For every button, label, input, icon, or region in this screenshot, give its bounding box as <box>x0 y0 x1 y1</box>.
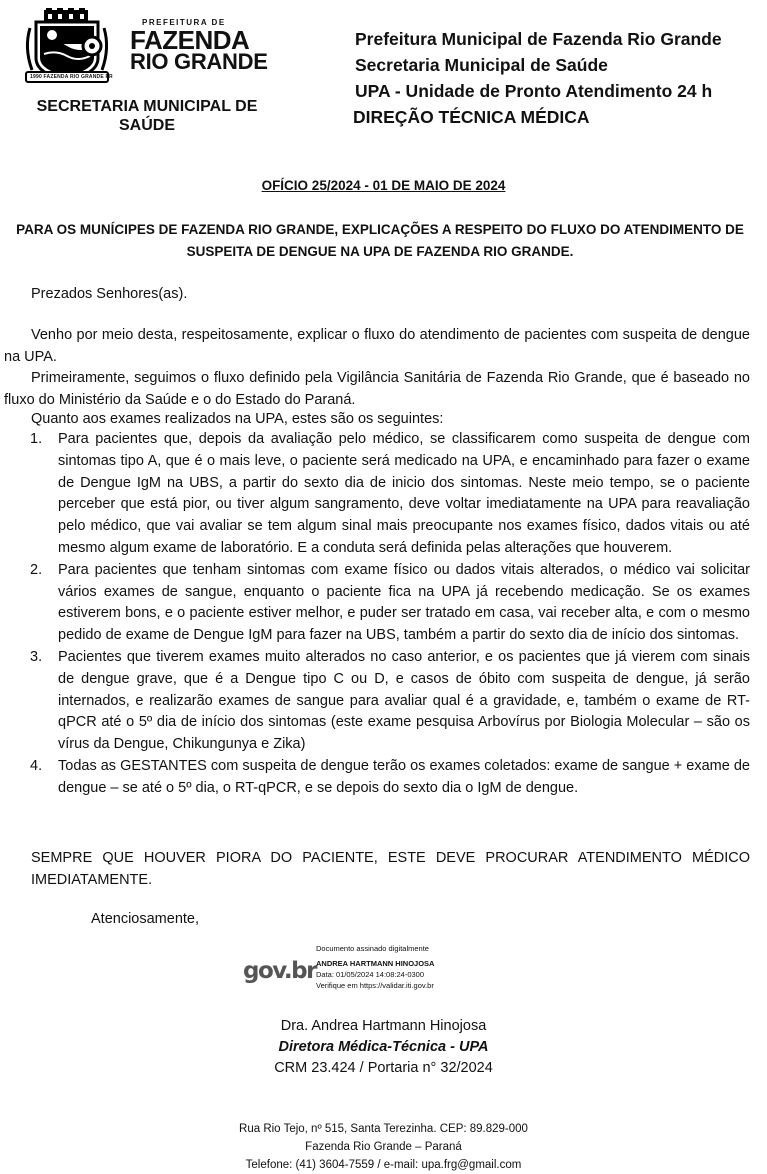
oficio-title: OFÍCIO 25/2024 - 01 DE MAIO DE 2024 <box>261 178 506 193</box>
list-item <box>0 560 750 647</box>
list-item-number: 1. <box>30 431 43 447</box>
seal-state: PR <box>105 74 113 80</box>
list-item <box>0 647 750 756</box>
logo-city-line2: RIO GRANDE <box>130 49 268 74</box>
header-line-upa: UPA - Unidade de Pronto Atendimento 24 h <box>355 81 713 101</box>
closing-notice: SEMPRE QUE HOUVER PIORA DO PACIENTE, ESTE DEVE PROCURAR ATENDIMENTO MÉDICO IMEDIATAMENTE. <box>31 850 750 888</box>
paragraph-fluxo: Primeiramente, seguimos o fluxo definido pela Vigilância Sanitária de Fazenda Rio Grande, que é baseado no fluxo do Ministério da Saúde e o do Estado do Paraná. <box>4 370 750 408</box>
list-item-number: 2. <box>30 561 43 578</box>
logo-city-line1: FAZENDA <box>130 25 250 55</box>
signature-verify-link[interactable]: Verifique em https://validar.iti.gov.br <box>316 981 434 990</box>
list-item <box>0 429 750 560</box>
list-item-number: 3. <box>30 648 43 665</box>
sign-off: Atenciosamente, <box>91 911 200 927</box>
greeting: Prezados Senhores(as). <box>31 286 188 302</box>
header-line-prefeitura: Prefeitura Municipal de Fazenda Rio Grande <box>355 29 722 49</box>
signature-label: Documento assinado digitalmente <box>316 944 429 953</box>
list-item-text: Todas as GESTANTES com suspeita de dengue terão os exames coletados: exame de sangue + exame de dengue – se até o 5º dia, o RT-qPCR, e se depois do sexto dia o IgM de dengue. <box>58 757 750 796</box>
govbr-logo <box>243 955 316 987</box>
letterhead <box>355 26 765 130</box>
list-item-number: 4. <box>30 757 43 774</box>
logo-prefeitura: PREFEITURA DE <box>142 18 226 27</box>
digital-signature-meta <box>316 943 434 991</box>
signature-signer-name: ANDREA HARTMANN HINOJOSA <box>316 959 435 968</box>
header-line-direcao: DIREÇÃO TÉCNICA MÉDICA <box>353 107 590 127</box>
signature-date: Data: 01/05/2024 14:08:24-0300 <box>316 970 425 979</box>
footer-city: Fazenda Rio Grande – Paraná <box>305 1141 462 1153</box>
signer-name: Dra. Andrea Hartmann Hinojosa <box>280 1018 487 1034</box>
paragraph-exames: Quanto aos exames realizados na UPA, estes são os seguintes: <box>31 411 444 427</box>
footer-address: Rua Rio Tejo, nº 515, Santa Terezinha. CEP: 89.829-000 <box>239 1123 528 1135</box>
seal-year: 1990 <box>30 74 42 80</box>
seal-name: FAZENDA RIO GRANDE <box>43 74 104 80</box>
footer-contact: Telefone: (41) 3604-7559 / e-mail: upa.frg@gmail.com <box>245 1159 522 1171</box>
exam-list <box>0 429 750 800</box>
list-item-text: Para pacientes que, depois da avaliação pelo médico, se classificarem como suspeita de dengue com sintomas tipo A, que é o mais leve, o paciente será medicado na UPA, e encaminhado para fazer o exame de Dengue IgM na UBS, a partir do sexto dia de inicio dos sintomas. Neste meio tempo, se o paciente perceber que está pior, ou tiver algum sangramento, deve voltar imediatamente na UPA para reavaliação pelo médico, que vai avaliar se tem algum sinal mais preocupante nos exames físico, dados vitais ou até mesmo algum exame de laboratório. E a conduta será definida pelas alterações que houverem. <box>58 431 750 556</box>
municipal-logo <box>22 8 267 88</box>
secretaria-label: SECRETARIA MUNICIPAL DE SAÚDE <box>36 98 258 134</box>
footer <box>0 1120 767 1174</box>
signer-block <box>0 1016 767 1079</box>
header-line-secretaria: Secretaria Municipal de Saúde <box>355 55 608 75</box>
paragraph-intro: Venho por meio desta, respeitosamente, explicar o fluxo do atendimento de pacientes com suspeita de dengue na UPA. <box>4 327 750 365</box>
signer-registration: CRM 23.424 / Portaria n° 32/2024 <box>274 1060 493 1076</box>
subject-heading: PARA OS MUNÍCIPES DE FAZENDA RIO GRANDE, EXPLICAÇÕES A RESPEITO DO FLUXO DO ATENDIMENTO DE SUSPEITA DE DENGUE NA UPA DE FAZENDA RIO GRANDE. <box>16 222 744 259</box>
list-item-text: Pacientes que tiverem exames muito alterados no caso anterior, e os pacientes que já vierem com sinais de dengue grave, que é a Dengue tipo C ou D, e casos de óbito com suspeita de dengue, já serão internados, e realizarão exames de sangue para avaliar qual é a gravidade, e, também o exame de RT-qPCR até o 5º dia de início dos sintomas (este exame pesquisa Arbovírus por Biologia Molecular – são os vírus da Dengue, Chikungunya e Zika) <box>58 648 750 753</box>
signer-role: Diretora Médica-Técnica - UPA <box>278 1039 489 1055</box>
list-item <box>0 756 750 800</box>
list-item-text: Para pacientes que tenham sintomas com exame físico ou dados vitais alterados, o médico vai solicitar vários exames de sangue, enquanto o paciente fica na UPA já recebendo medicação. Se os exames estiverem bons, e o paciente estiver melhor, e puder ser tratado em casa, vai receber alta, e com o mesmo pedido de exame de Dengue IgM para fazer na UBS, também a partir do sexto dia de início dos sintomas. <box>58 561 750 644</box>
logo-lettering <box>130 18 280 72</box>
govbr-logo-text: gov.br <box>243 958 316 984</box>
